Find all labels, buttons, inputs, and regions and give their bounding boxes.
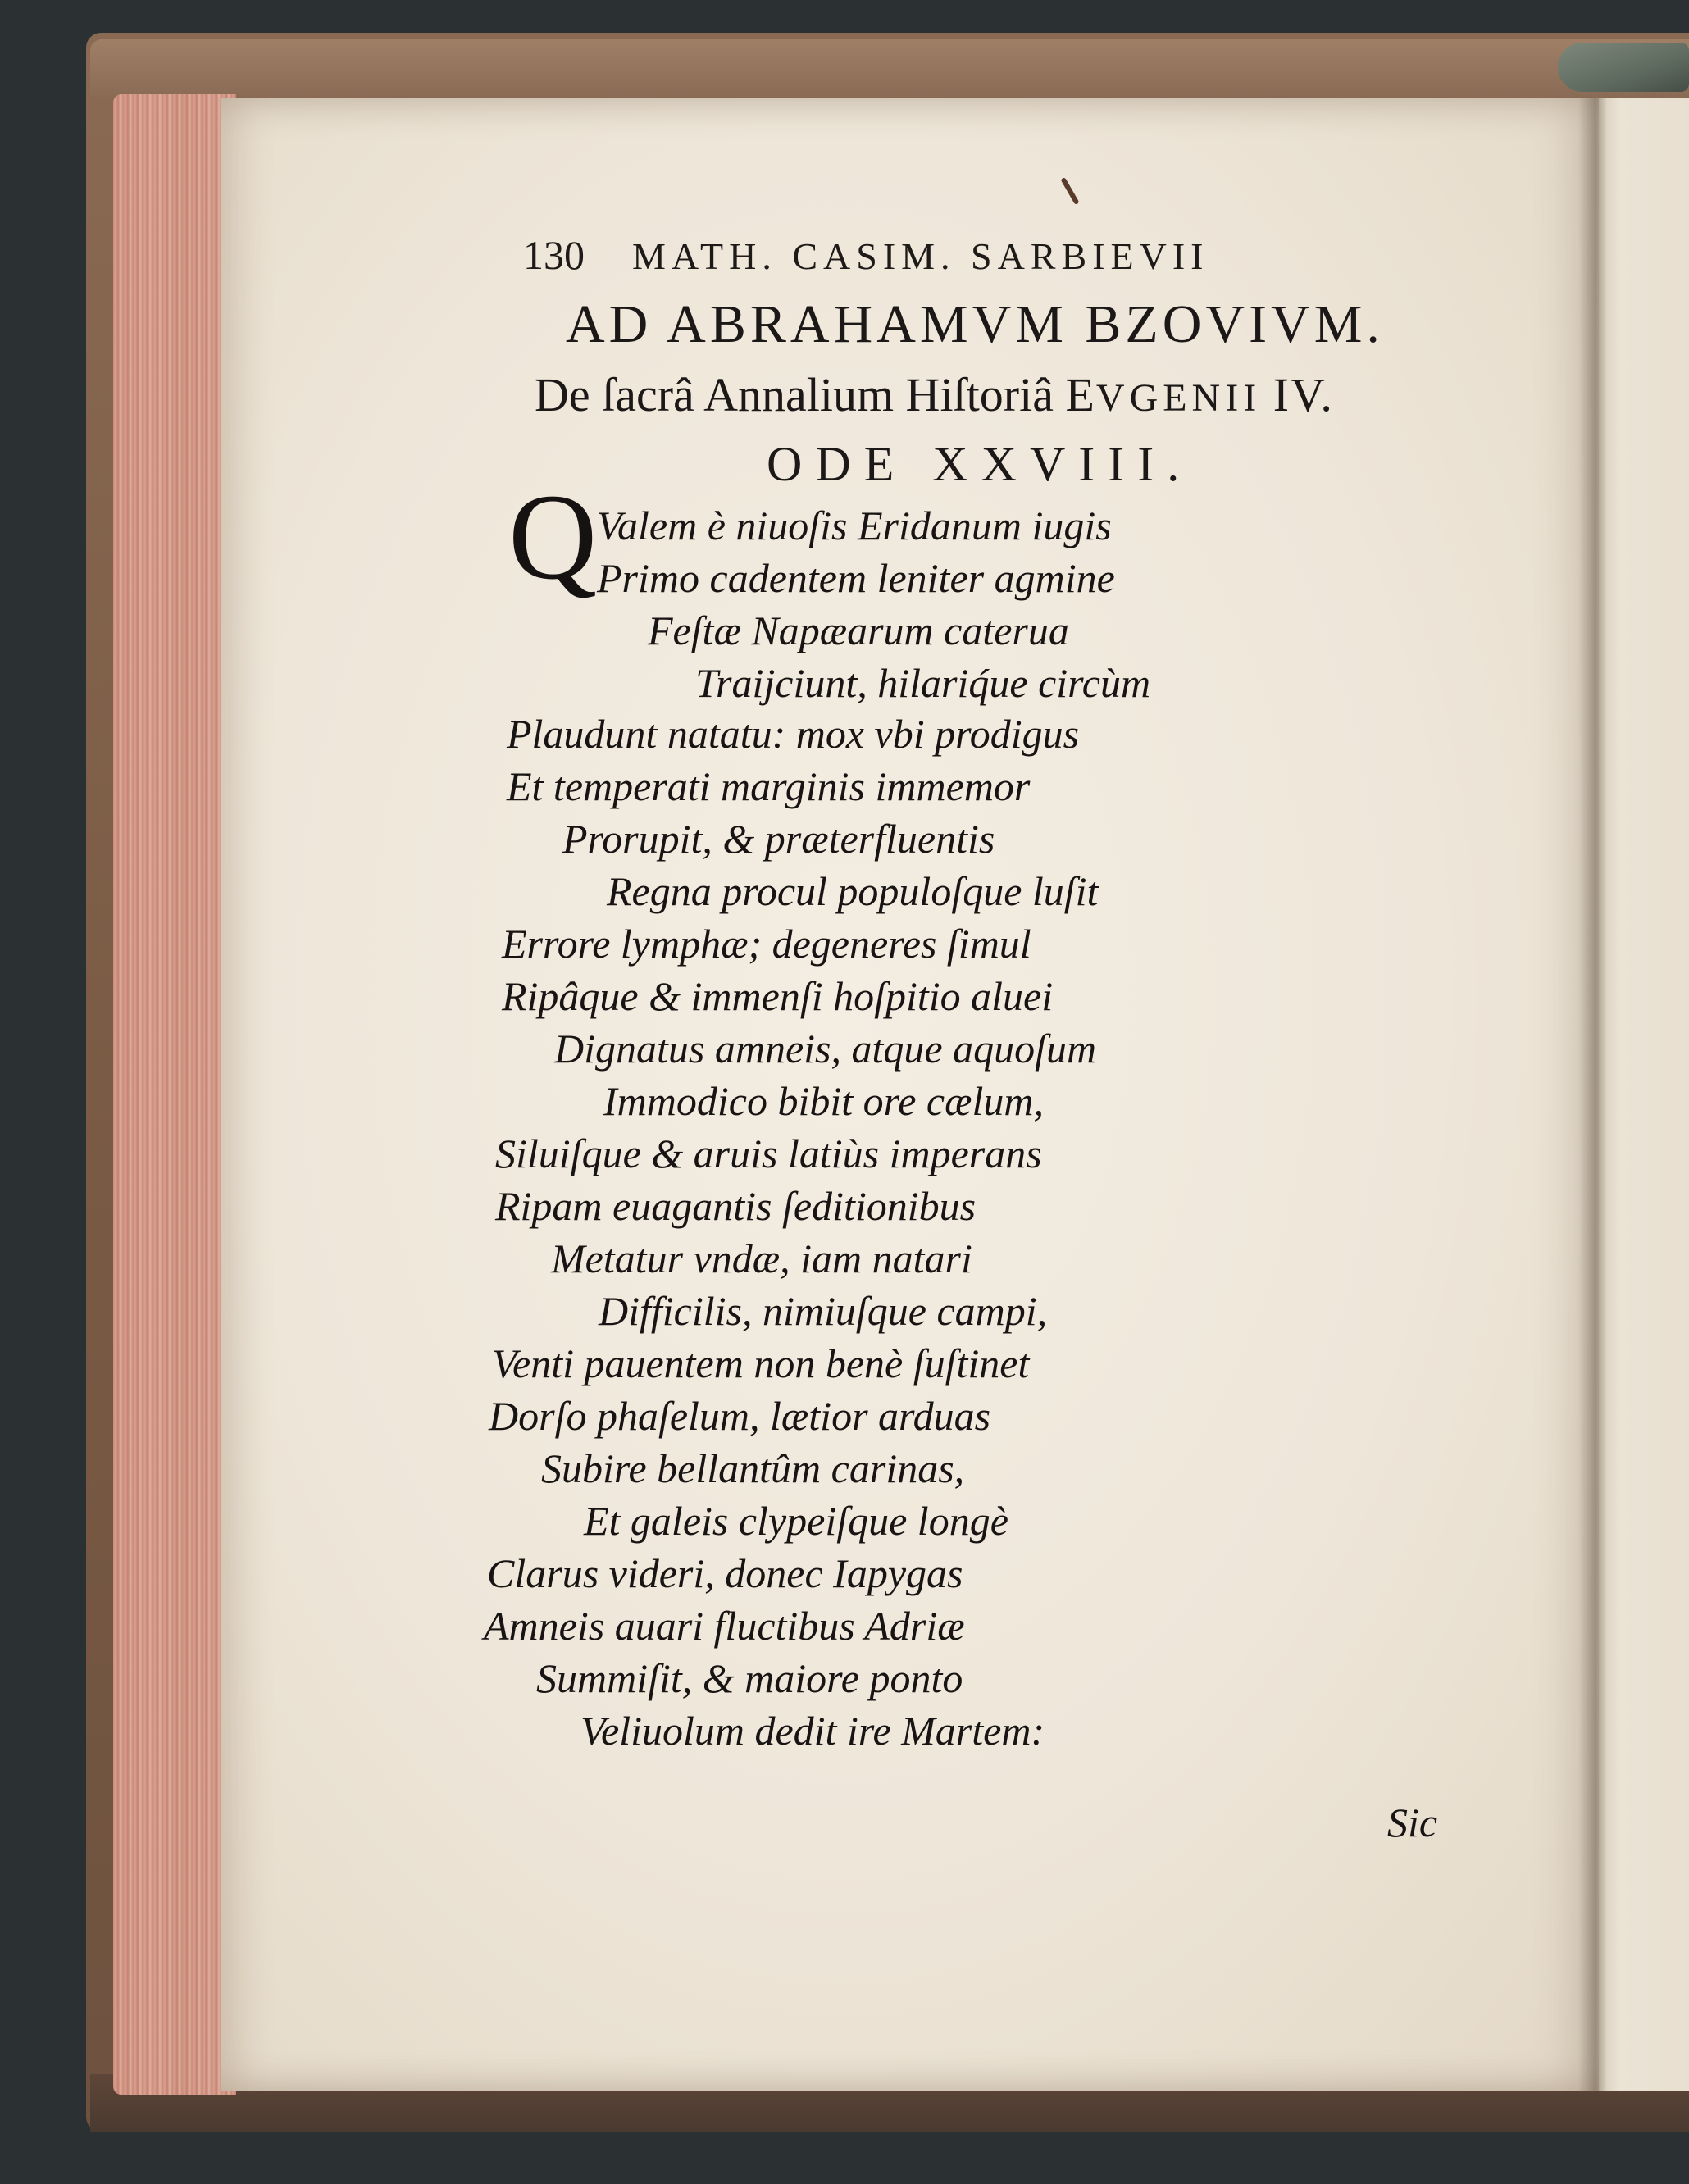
poem-subtitle <box>535 367 1334 422</box>
verse-line: Feſtæ Napæarum caterua <box>648 607 1069 653</box>
verse-line: Et temperati marginis immemor <box>507 763 1031 809</box>
poem-title: AD ABRAHAMVM BZOVIVM. <box>566 294 1384 354</box>
red-page-edges <box>113 94 236 2095</box>
subtitle-name-initial: E <box>1065 368 1096 421</box>
running-head <box>523 231 1209 279</box>
verse-line: Traijciunt, hilariq́ue circùm <box>695 660 1151 706</box>
drop-capital: Q <box>508 469 598 605</box>
verse-line: Ripam euagantis ſeditionibus <box>495 1183 977 1229</box>
verse-line: Regna procul populoſque luſit <box>607 868 1099 914</box>
subtitle-numeral: IV. <box>1272 368 1334 421</box>
verse-line: Amneis auari fluctibus Adriæ <box>484 1603 965 1649</box>
verse-line: Errore lymphæ; degeneres ſimul <box>502 921 1031 967</box>
verse-line: Ripâque & immenſi hoſpitio aluei <box>502 973 1054 1019</box>
catchword: Sic <box>1387 1800 1438 1845</box>
running-head-text: MATH. CASIM. SARBIEVII <box>632 235 1209 277</box>
ode-heading: ODE XXVIII. <box>767 437 1193 491</box>
verse-line: Summiſit, & maiore ponto <box>536 1655 963 1701</box>
verse-line: Et galeis clypeiſque longè <box>584 1498 1008 1544</box>
verse-line: Plaudunt natatu: mox vbi prodigus <box>507 711 1080 757</box>
verse-line: Dorſo phaſelum, lætior arduas <box>489 1393 991 1439</box>
verse-line: Metatur vndæ, iam natari <box>551 1235 972 1281</box>
verse-line: Valem è niuoſis Eridanum iugis <box>597 503 1112 548</box>
verse-line: Venti pauentem non benè ſuſtinet <box>492 1340 1030 1386</box>
verse-line: Veliuolum dedit ire Martem: <box>580 1708 1045 1754</box>
verse-line: Dignatus amneis, atque aquoſum <box>554 1026 1097 1072</box>
verse-line: Clarus videri, donec Iapygas <box>487 1550 963 1596</box>
subtitle-prefix: De ſacrâ Annalium Hiſtoriâ <box>535 368 1054 421</box>
page-gutter <box>1578 98 1607 2091</box>
verse-line: Difficilis, nimiuſque campi, <box>599 1288 1048 1334</box>
subtitle-name-rest: VGENII <box>1095 376 1262 420</box>
page-number: 130 <box>523 232 585 278</box>
verse-line: Primo cadentem leniter agmine <box>597 555 1115 601</box>
verse-line: Siluiſque & aruis latiùs imperans <box>495 1131 1042 1176</box>
verse-line: Immodico bibit ore cælum, <box>603 1078 1044 1124</box>
verse-line: Prorupit, & præterfluentis <box>562 816 995 862</box>
ribbon-bookmark <box>1558 43 1689 92</box>
verse-line: Subire bellantûm carinas, <box>541 1445 965 1491</box>
cover-top-edge <box>90 39 1689 97</box>
